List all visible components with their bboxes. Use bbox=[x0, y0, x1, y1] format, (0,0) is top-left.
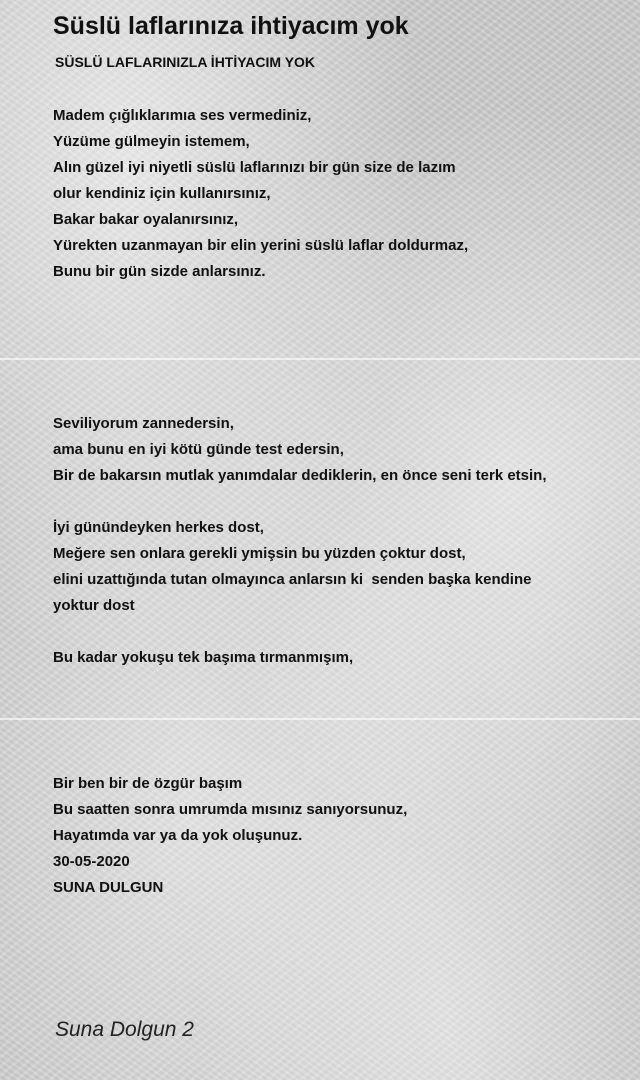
poem-line: Meğere sen onlara gerekli ymişsin bu yüzden çoktur dost, bbox=[53, 545, 466, 562]
poem-line: İyi günündeyken herkes dost, bbox=[53, 519, 264, 536]
poem-author: SUNA DULGUN bbox=[53, 879, 164, 896]
stanza-5 bbox=[53, 771, 613, 901]
poem-line: Alın güzel iyi niyetli süslü laflarınızı bir gün size de lazım bbox=[53, 159, 456, 176]
poem-line: olur kendiniz için kullanırsınız, bbox=[53, 185, 271, 202]
poem-title: Süslü laflarınıza ihtiyacım yok bbox=[53, 12, 409, 40]
poem-line: elini uzattığında tutan olmayınca anlarsın ki senden başka kendine bbox=[53, 571, 532, 588]
stanza-gap bbox=[53, 489, 613, 515]
poem-date: 30-05-2020 bbox=[53, 853, 130, 870]
poem-line: ama bunu en iyi kötü günde test edersin, bbox=[53, 441, 344, 458]
page-section-divider bbox=[0, 358, 640, 360]
poem-line: Bu kadar yokuşu tek başıma tırmanmışım, bbox=[53, 649, 354, 666]
poem-line: Bunu bir gün sizde anlarsınız. bbox=[53, 263, 266, 280]
stanza-1 bbox=[53, 103, 613, 285]
stanza-gap bbox=[53, 619, 613, 645]
poem-line: Bir ben bir de özgür başım bbox=[53, 775, 243, 792]
stanza-2-4 bbox=[53, 411, 613, 671]
poem-line: Madem çığlıklarımıa ses vermediniz, bbox=[53, 107, 312, 124]
poem-line: Yürekten uzanmayan bir elin yerini süslü laflar doldurmaz, bbox=[53, 237, 469, 254]
poem-line: Bu saatten sonra umrumda mısınız sanıyorsunuz, bbox=[53, 801, 408, 818]
page-section-divider bbox=[0, 718, 640, 720]
poem-subtitle: SÜSLÜ LAFLARINIZLA İHTİYACIM YOK bbox=[55, 54, 316, 70]
poem-line: Bir de bakarsın mutlak yanımdalar dediklerin, en önce seni terk etsin, bbox=[53, 467, 547, 484]
poem-line: yoktur dost bbox=[53, 597, 135, 614]
signature-watermark: Suna Dolgun 2 bbox=[55, 1018, 194, 1041]
poem-line: Yüzüme gülmeyin istemem, bbox=[53, 133, 250, 150]
poem-line: Hayatımda var ya da yok oluşunuz. bbox=[53, 827, 303, 844]
poem-line: Bakar bakar oyalanırsınız, bbox=[53, 211, 239, 228]
poem-line: Seviliyorum zannedersin, bbox=[53, 415, 234, 432]
